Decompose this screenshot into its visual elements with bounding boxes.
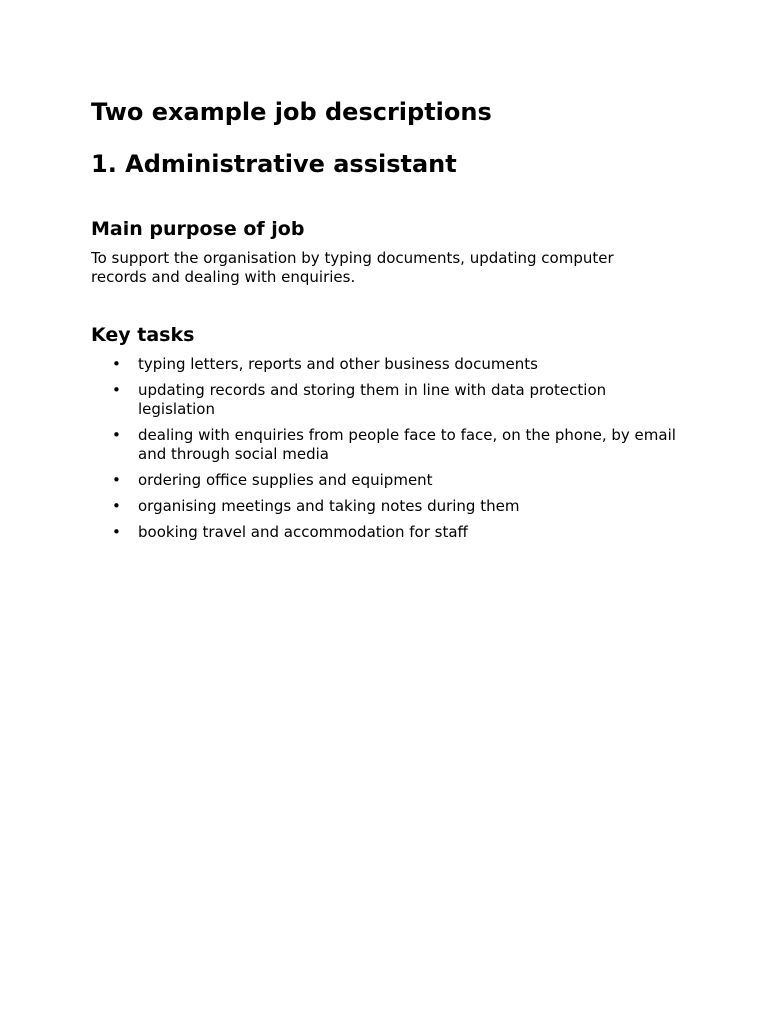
task-item	[91, 381, 681, 419]
document-title: Two example job descriptions	[91, 98, 492, 126]
bullet-icon: •	[112, 471, 121, 489]
task-item	[91, 471, 681, 490]
task-item	[91, 523, 681, 542]
bullet-icon: •	[112, 381, 121, 399]
task-text: ordering office supplies and equipment	[138, 471, 433, 489]
task-item	[91, 497, 681, 516]
task-text: booking travel and accommodation for staff	[138, 523, 468, 541]
task-text: typing letters, reports and other business documents	[138, 355, 538, 373]
purpose-text: To support the organisation by typing documents, updating computer records and dealing with enquiries.	[91, 249, 614, 286]
bullet-icon: •	[112, 426, 121, 444]
task-item	[91, 426, 681, 464]
task-text: dealing with enquiries from people face to face, on the phone, by email and through social media	[138, 426, 676, 463]
task-list	[91, 355, 681, 549]
bullet-icon: •	[112, 523, 121, 541]
task-text: updating records and storing them in line with data protection legislation	[138, 381, 607, 418]
section-title: 1. Administrative assistant	[91, 150, 457, 178]
bullet-icon: •	[112, 497, 121, 515]
tasks-heading: Key tasks	[91, 324, 195, 346]
task-item	[91, 355, 681, 374]
bullet-icon: •	[112, 355, 121, 373]
purpose-heading: Main purpose of job	[91, 218, 305, 240]
task-text: organising meetings and taking notes during them	[138, 497, 520, 515]
